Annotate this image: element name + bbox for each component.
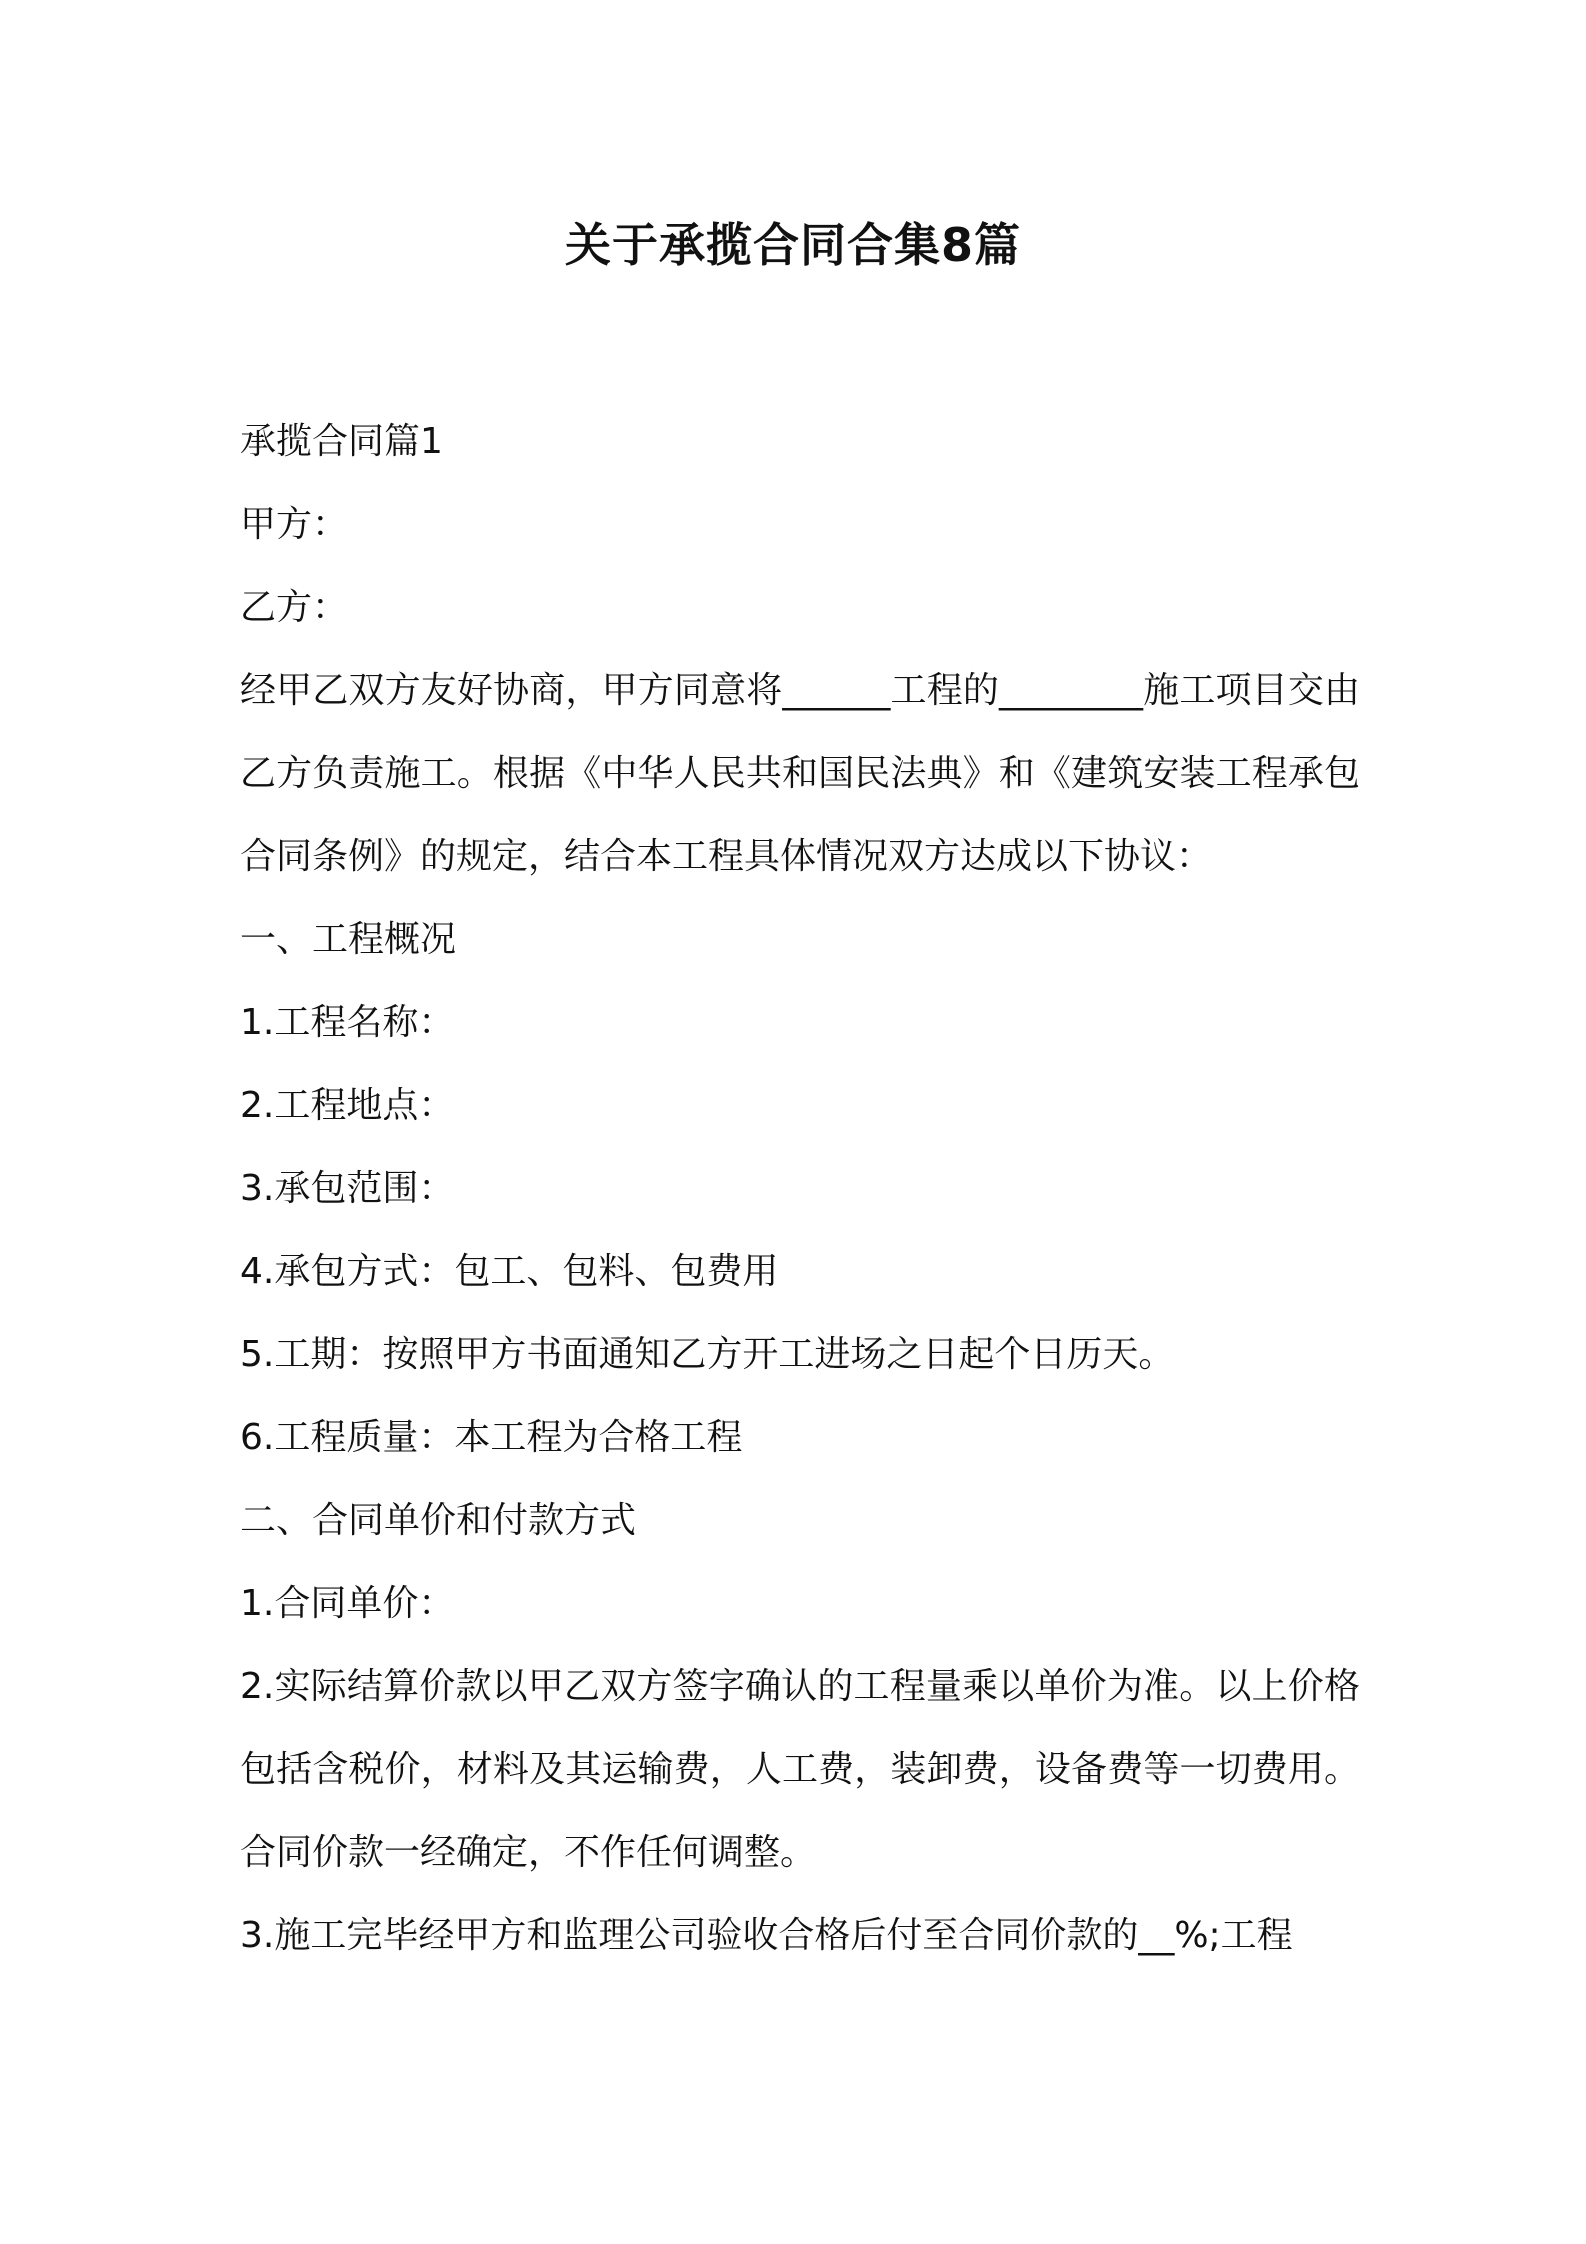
preamble-paragraph: 经甲乙双方友好协商，甲方同意将______工程的________施工项目交由乙方负责施工。根据《中华人民共和国民法典》和《建筑安装工程承包合同条例》的规定，结合本工程具体情况双方达成以下协议：: [240, 670, 1360, 877]
clause-item: 4.承包方式：包工、包料、包费用: [240, 1251, 779, 1292]
clause-item: 3.施工完毕经甲方和监理公司验收合格后付至合同价款的__%;工程: [240, 1915, 1293, 1956]
section-heading: 承揽合同篇1: [240, 421, 443, 462]
clause-item: 3.承包范围：: [240, 1168, 455, 1209]
clause-item: 6.工程质量：本工程为合格工程: [240, 1417, 743, 1458]
clause-heading: 二、合同单价和付款方式: [240, 1500, 637, 1541]
clause-item: 2.工程地点：: [240, 1085, 455, 1126]
clause-item: 1.工程名称：: [240, 1002, 455, 1043]
clause-paragraph: 2.实际结算价款以甲乙双方签字确认的工程量乘以单价为准。以上价格包括含税价，材料及其运输费，人工费，装卸费，设备费等一切费用。合同价款一经确定，不作任何调整。: [240, 1666, 1360, 1873]
document-body: [240, 400, 1360, 1977]
document-title: 关于承揽合同合集8篇: [564, 218, 1021, 272]
clause-item: 1.合同单价：: [240, 1583, 455, 1624]
party-a-field: 甲方：: [240, 504, 349, 545]
party-b-field: 乙方：: [240, 587, 349, 628]
clause-heading: 一、工程概况: [240, 919, 457, 960]
clause-item: 5.工期：按照甲方书面通知乙方开工进场之日起个日历天。: [240, 1334, 1175, 1375]
